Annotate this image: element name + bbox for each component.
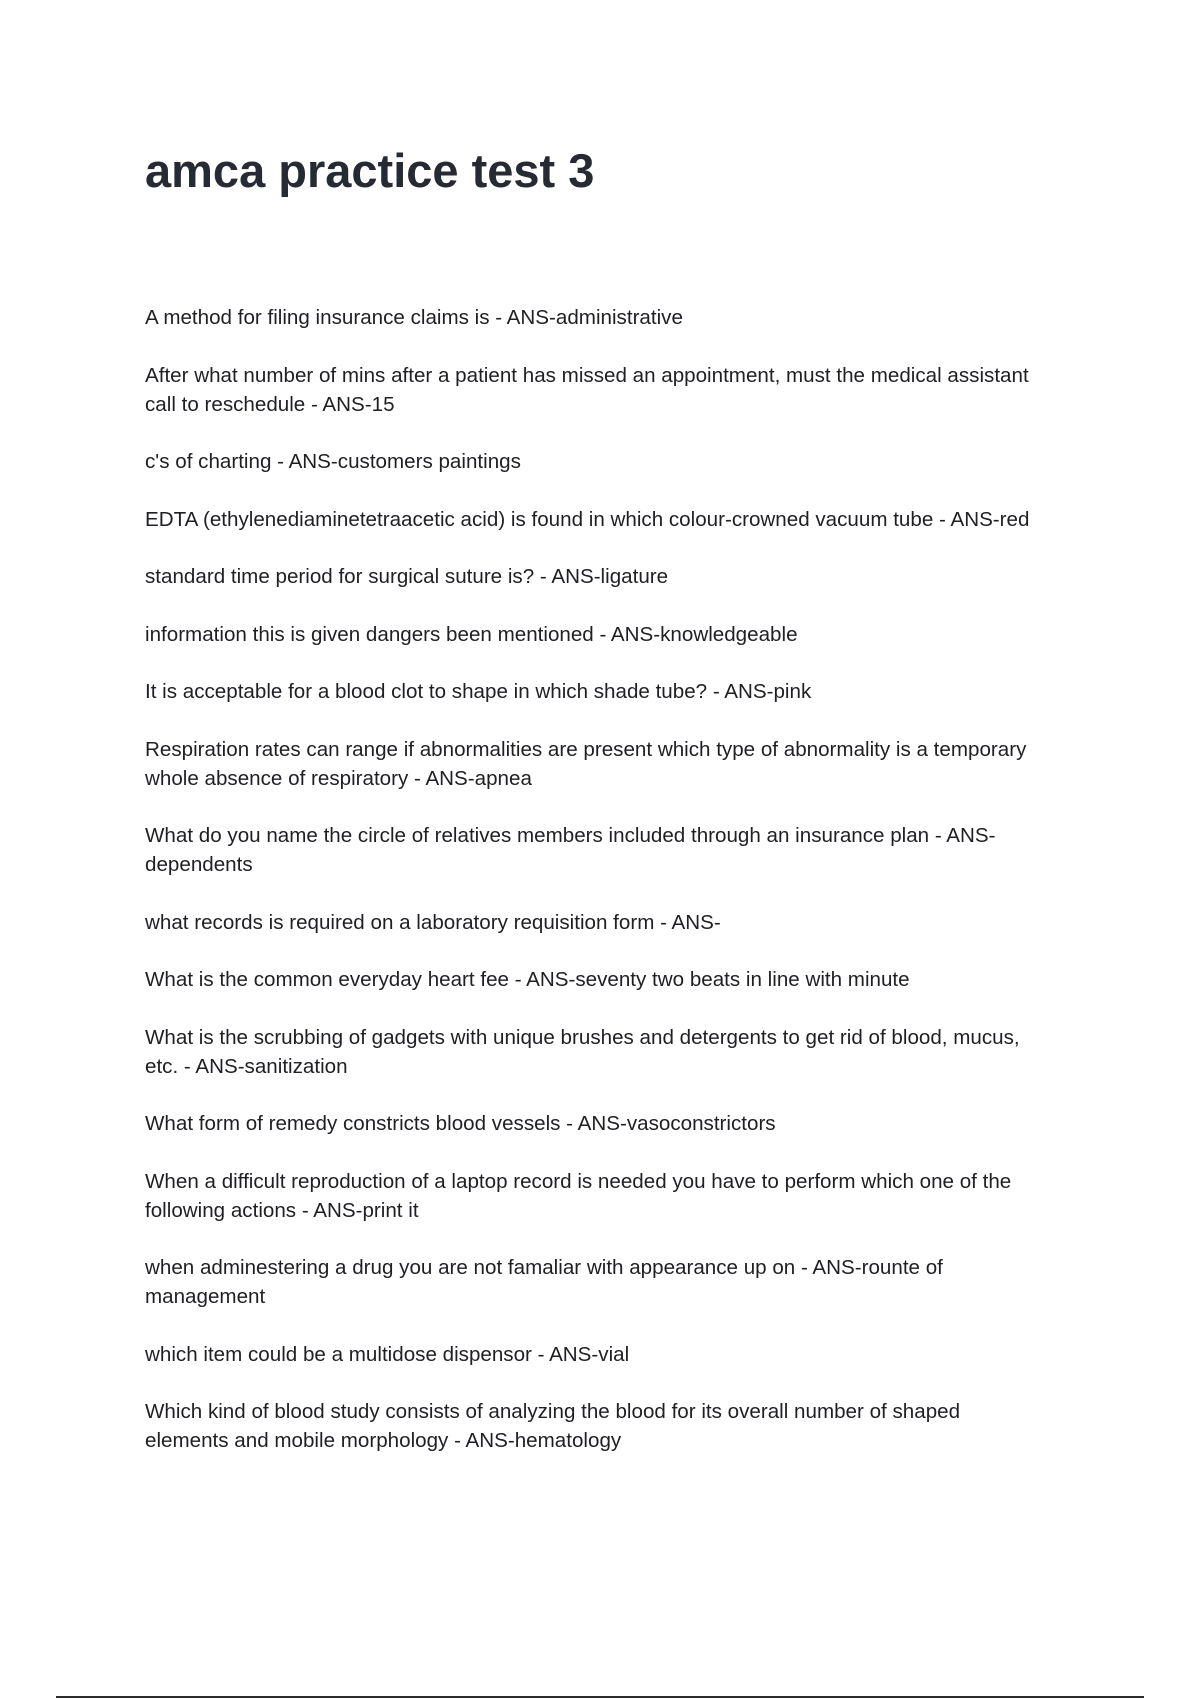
qa-item-12: What is the scrubbing of gadgets with unique brushes and detergents to get rid of blood, mucus, etc. - ANS-sanitization xyxy=(145,1025,1020,1078)
qa-item-6: information this is given dangers been mentioned - ANS-knowledgeable xyxy=(145,622,798,646)
qa-item-17: Which kind of blood study consists of analyzing the blood for its overall number of shaped elements and mobile morphology - ANS-hematology xyxy=(145,1400,961,1452)
question-answer-list xyxy=(145,303,1045,1484)
qa-item-3: c's of charting - ANS-customers paintings xyxy=(145,450,521,473)
qa-item-11: What is the common everyday heart fee - ANS-seventy two beats in line with minute xyxy=(145,968,910,991)
qa-item-15: when adminestering a drug you are not famaliar with appearance up on - ANS-rounte of management xyxy=(145,1256,943,1308)
qa-item-1: A method for filing insurance claims is - ANS-administrative xyxy=(145,306,683,329)
qa-item-10: what records is required on a laboratory requisition form - ANS- xyxy=(145,910,721,934)
qa-item-14: When a difficult reproduction of a laptop record is needed you have to perform which one of the following actions - ANS-print it xyxy=(145,1169,1012,1222)
qa-item-4: EDTA (ethylenediaminetetraacetic acid) is found in which colour-crowned vacuum tube - ANS-red xyxy=(145,507,1030,531)
qa-item-8: Respiration rates can range if abnormalities are present which type of abnormality is a temporary whole absence of respiratory - ANS-apnea xyxy=(145,737,1027,790)
footer-divider xyxy=(56,1696,1144,1698)
qa-item-7: It is acceptable for a blood clot to shape in which shade tube? - ANS-pink xyxy=(145,680,812,703)
qa-item-16: which item could be a multidose dispensor - ANS-vial xyxy=(145,1342,630,1366)
qa-item-9: What do you name the circle of relatives members included through an insurance plan - ANS-dependents xyxy=(145,824,996,876)
qa-item-5: standard time period for surgical suture is? - ANS-ligature xyxy=(145,565,669,588)
qa-item-13: What form of remedy constricts blood vessels - ANS-vasoconstrictors xyxy=(145,1112,776,1135)
page-title: amca practice test 3 xyxy=(145,144,595,197)
qa-item-2: After what number of mins after a patient has missed an appointment, must the medical assistant call to reschedule - ANS-15 xyxy=(145,363,1029,416)
